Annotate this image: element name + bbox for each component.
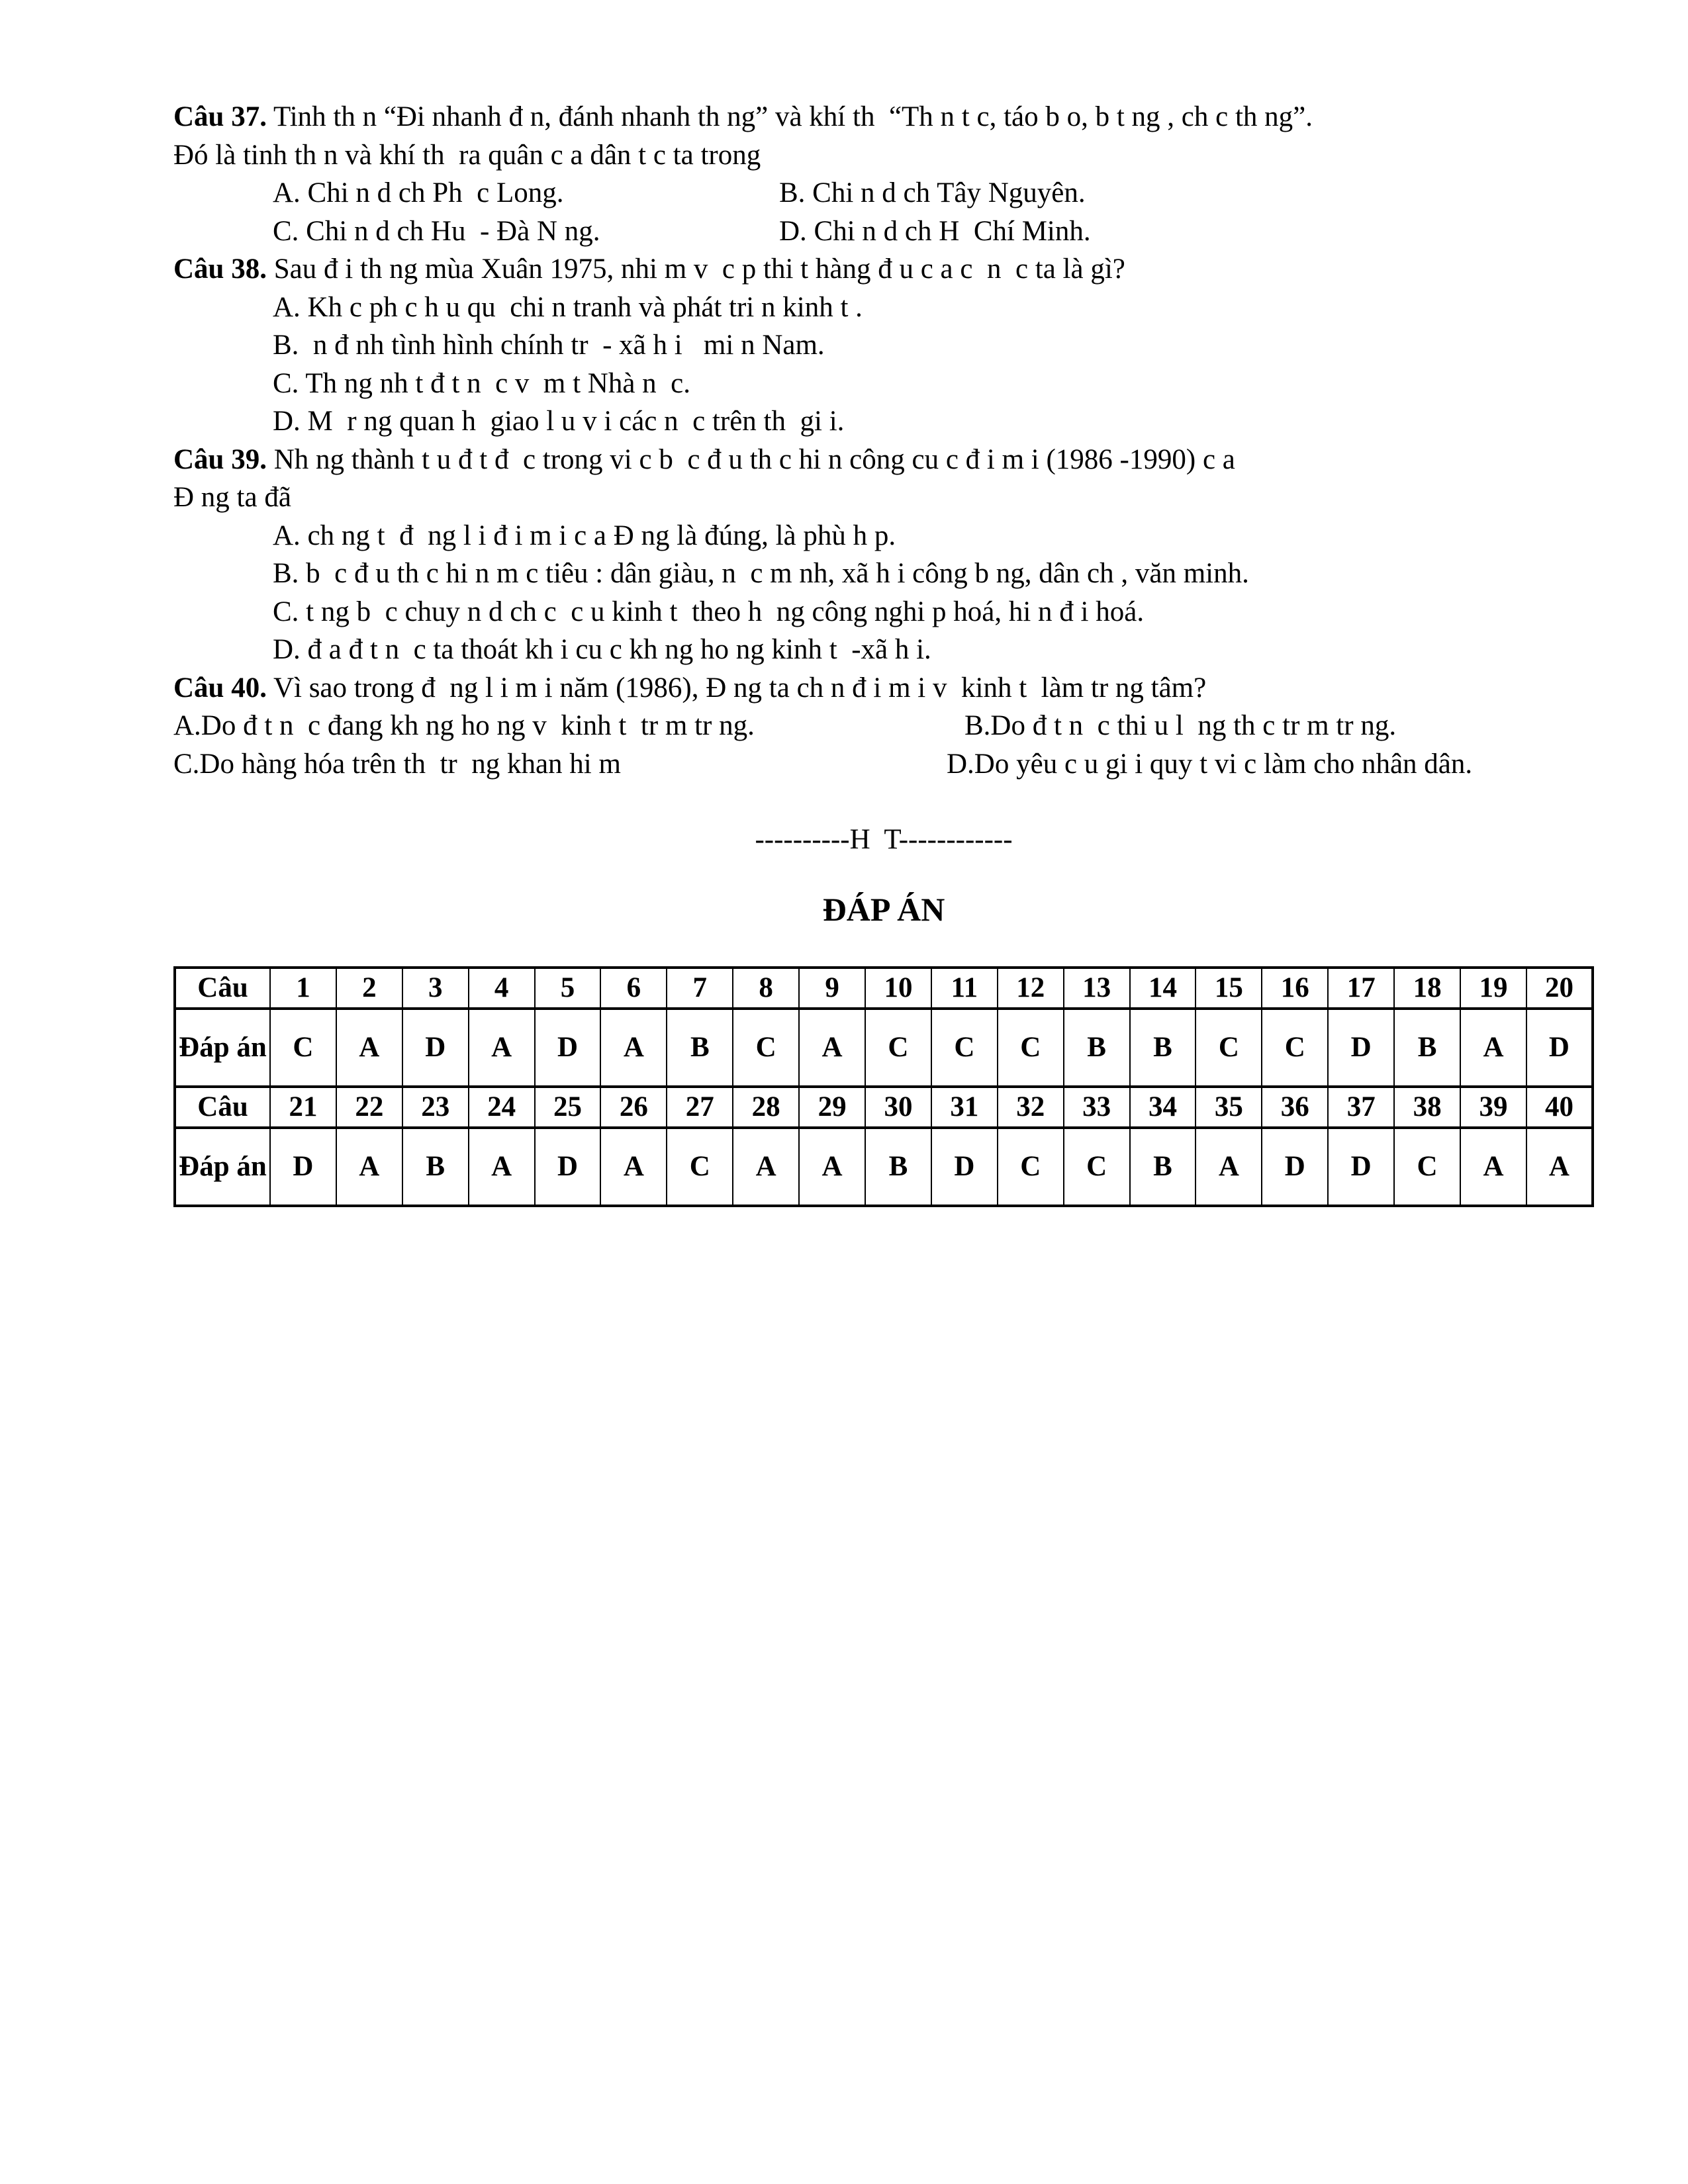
question-number-cell: 35 bbox=[1196, 1087, 1262, 1128]
question-number-cell: 14 bbox=[1130, 968, 1196, 1009]
answer-cell: B bbox=[1064, 1009, 1130, 1087]
table-row-answers-21-40 bbox=[175, 1128, 1593, 1206]
question-38-stem-text: Sau đ i th ng mùa Xuân 1975, nhi m v c p thi t hàng đ u c a c n c ta là gì? bbox=[266, 253, 1125, 285]
answer-cell: D bbox=[535, 1009, 601, 1087]
answer-cell: C bbox=[270, 1009, 336, 1087]
question-37-stem-line-1 bbox=[173, 98, 1592, 136]
answer-cell: D bbox=[931, 1128, 998, 1206]
answer-cell: A bbox=[1196, 1128, 1262, 1206]
question-40-stem-text: Vì sao trong đ ng l i m i năm (1986), Đ ng ta ch n đ i m i v kinh t làm tr ng tâm? bbox=[266, 672, 1207, 704]
answer-cell: C bbox=[998, 1009, 1064, 1087]
question-40-options-row-2 bbox=[173, 745, 1592, 784]
answer-cell: C bbox=[1394, 1128, 1460, 1206]
answer-cell: C bbox=[1196, 1009, 1262, 1087]
question-number-cell: 40 bbox=[1526, 1087, 1593, 1128]
answer-cell: B bbox=[1130, 1128, 1196, 1206]
question-number-cell: 19 bbox=[1460, 968, 1526, 1009]
question-number-cell: 10 bbox=[865, 968, 931, 1009]
question-number-cell: 6 bbox=[600, 968, 667, 1009]
question-number-cell: 25 bbox=[535, 1087, 601, 1128]
answer-cell: C bbox=[667, 1128, 733, 1206]
question-39-stem-line-1 bbox=[173, 441, 1592, 479]
answer-cell: A bbox=[469, 1009, 535, 1087]
question-38-option-c: C. Th ng nh t đ t n c v m t Nhà n c. bbox=[273, 367, 691, 399]
row-label-cau: Câu bbox=[175, 968, 270, 1009]
table-row-questions-1-20 bbox=[175, 968, 1593, 1009]
answer-cell: A bbox=[799, 1128, 865, 1206]
answer-cell: A bbox=[336, 1009, 402, 1087]
answer-cell: C bbox=[1262, 1009, 1328, 1087]
answer-cell: A bbox=[1526, 1128, 1593, 1206]
question-38-option-a: A. Kh c ph c h u qu chi n tranh và phát tri n kinh t . bbox=[273, 291, 863, 323]
question-number-cell: 2 bbox=[336, 968, 402, 1009]
question-number-cell: 9 bbox=[799, 968, 865, 1009]
answer-cell: C bbox=[931, 1009, 998, 1087]
question-39-option-b: B. b c đ u th c hi n m c tiêu : dân giàu, n c m nh, xã h i công b ng, dân ch , văn minh. bbox=[273, 558, 1249, 589]
question-37-options-row-2 bbox=[173, 212, 1592, 251]
question-number-cell: 18 bbox=[1394, 968, 1460, 1009]
table-row-questions-21-40 bbox=[175, 1087, 1593, 1128]
question-number-cell: 34 bbox=[1130, 1087, 1196, 1128]
question-40-option-c: C.Do hàng hóa trên th tr ng khan hi m bbox=[173, 748, 621, 780]
question-38-option-b: B. n đ nh tình hình chính tr - xã h i mi n Nam. bbox=[273, 330, 825, 361]
answer-cell: C bbox=[1064, 1128, 1130, 1206]
answer-cell: D bbox=[1328, 1128, 1394, 1206]
answer-cell: C bbox=[733, 1009, 799, 1087]
answer-cell: D bbox=[535, 1128, 601, 1206]
question-number-cell: 3 bbox=[402, 968, 469, 1009]
question-37-label: Câu 37. bbox=[173, 101, 267, 132]
question-number-cell: 28 bbox=[733, 1087, 799, 1128]
question-number-cell: 8 bbox=[733, 968, 799, 1009]
question-37-stem-line-2: Đó là tinh th n và khí th ra quân c a dân t c ta trong bbox=[173, 139, 761, 171]
question-38-stem-line-1 bbox=[173, 250, 1592, 289]
question-number-cell: 24 bbox=[469, 1087, 535, 1128]
answer-cell: A bbox=[600, 1009, 667, 1087]
question-39-stem-line-2: Đ ng ta đã bbox=[173, 482, 291, 513]
question-number-cell: 15 bbox=[1196, 968, 1262, 1009]
answer-cell: A bbox=[469, 1128, 535, 1206]
question-number-cell: 37 bbox=[1328, 1087, 1394, 1128]
row-label-cau: Câu bbox=[175, 1087, 270, 1128]
answer-key-table bbox=[173, 966, 1594, 1207]
question-39-label: Câu 39. bbox=[173, 443, 267, 475]
question-40-option-b: B.Do đ t n c thi u l ng th c tr m tr ng. bbox=[964, 710, 1397, 741]
question-number-cell: 4 bbox=[469, 968, 535, 1009]
question-37-option-d: D. Chi n d ch H Chí Minh. bbox=[779, 215, 1091, 247]
question-number-cell: 17 bbox=[1328, 968, 1394, 1009]
question-number-cell: 1 bbox=[270, 968, 336, 1009]
question-38-option-d: D. M r ng quan h giao l u v i các n c trên th gi i. bbox=[273, 406, 845, 437]
question-40-option-d: D.Do yêu c u gi i quy t vi c làm cho nhân dân. bbox=[947, 748, 1473, 780]
question-39-stem-text: Nh ng thành t u đ t đ c trong vi c b c đ u th c hi n công cu c đ i m i (1986 -1990) c a bbox=[266, 443, 1235, 475]
answer-cell: D bbox=[1526, 1009, 1593, 1087]
question-number-cell: 20 bbox=[1526, 968, 1593, 1009]
answer-cell: A bbox=[733, 1128, 799, 1206]
question-40-options-row-1 bbox=[173, 707, 1592, 745]
question-37-stem-text: Tinh th n “Đi nhanh đ n, đánh nhanh th ng” và khí th “Th n t c, táo b o, b t ng , ch c th ng”. bbox=[266, 101, 1313, 132]
end-of-exam-separator: ----------H T------------ bbox=[755, 824, 1013, 855]
answer-cell: D bbox=[1328, 1009, 1394, 1087]
question-number-cell: 30 bbox=[865, 1087, 931, 1128]
question-number-cell: 27 bbox=[667, 1087, 733, 1128]
answer-cell: D bbox=[1262, 1128, 1328, 1206]
question-number-cell: 26 bbox=[600, 1087, 667, 1128]
table-row-answers-1-20 bbox=[175, 1009, 1593, 1087]
question-37-option-b: B. Chi n d ch Tây Nguyên. bbox=[779, 177, 1086, 208]
answer-cell: C bbox=[998, 1128, 1064, 1206]
question-number-cell: 11 bbox=[931, 968, 998, 1009]
question-number-cell: 36 bbox=[1262, 1087, 1328, 1128]
question-37-options-row-1 bbox=[173, 174, 1592, 212]
question-37-option-c: C. Chi n d ch Hu - Đà N ng. bbox=[273, 215, 600, 247]
question-number-cell: 31 bbox=[931, 1087, 998, 1128]
answer-cell: D bbox=[270, 1128, 336, 1206]
question-number-cell: 5 bbox=[535, 968, 601, 1009]
question-number-cell: 38 bbox=[1394, 1087, 1460, 1128]
question-number-cell: 16 bbox=[1262, 968, 1328, 1009]
answer-cell: B bbox=[667, 1009, 733, 1087]
answer-cell: B bbox=[1130, 1009, 1196, 1087]
question-40-option-a: A.Do đ t n c đang kh ng ho ng v kinh t tr m tr ng. bbox=[173, 710, 755, 741]
question-40-stem-line-1 bbox=[173, 669, 1592, 707]
question-number-cell: 22 bbox=[336, 1087, 402, 1128]
question-38-label: Câu 38. bbox=[173, 253, 267, 285]
answer-cell: A bbox=[336, 1128, 402, 1206]
answer-cell: C bbox=[865, 1009, 931, 1087]
answer-cell: B bbox=[865, 1128, 931, 1206]
answer-cell: B bbox=[1394, 1009, 1460, 1087]
question-number-cell: 39 bbox=[1460, 1087, 1526, 1128]
question-37-option-a: A. Chi n d ch Ph c Long. bbox=[273, 177, 564, 208]
question-40-label: Câu 40. bbox=[173, 672, 267, 704]
answer-key-title: ĐÁP ÁN bbox=[822, 890, 945, 928]
question-number-cell: 21 bbox=[270, 1087, 336, 1128]
question-number-cell: 12 bbox=[998, 968, 1064, 1009]
answer-cell: A bbox=[1460, 1128, 1526, 1206]
row-label-dap-an: Đáp án bbox=[175, 1009, 270, 1087]
answer-cell: D bbox=[402, 1009, 469, 1087]
answer-cell: A bbox=[1460, 1009, 1526, 1087]
question-39-option-c: C. t ng b c chuy n d ch c c u kinh t theo h ng công nghi p hoá, hi n đ i hoá. bbox=[273, 596, 1145, 627]
question-number-cell: 13 bbox=[1064, 968, 1130, 1009]
question-number-cell: 23 bbox=[402, 1087, 469, 1128]
row-label-dap-an: Đáp án bbox=[175, 1128, 270, 1206]
question-39-option-a: A. ch ng t đ ng l i đ i m i c a Đ ng là đúng, là phù h p. bbox=[273, 520, 896, 551]
answer-cell: A bbox=[600, 1128, 667, 1206]
question-39-option-d: D. đ a đ t n c ta thoát kh i cu c kh ng ho ng kinh t -xã h i. bbox=[273, 634, 931, 665]
answer-cell: A bbox=[799, 1009, 865, 1087]
question-number-cell: 33 bbox=[1064, 1087, 1130, 1128]
question-number-cell: 32 bbox=[998, 1087, 1064, 1128]
question-number-cell: 7 bbox=[667, 968, 733, 1009]
answer-cell: B bbox=[402, 1128, 469, 1206]
question-number-cell: 29 bbox=[799, 1087, 865, 1128]
